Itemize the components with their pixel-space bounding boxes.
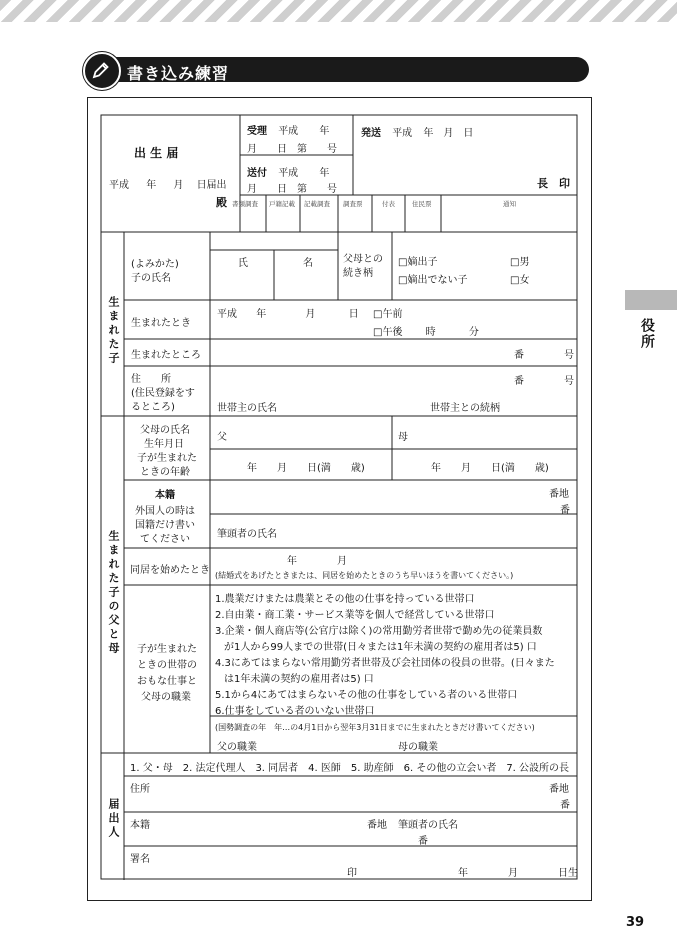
address-label: 住 所 bbox=[131, 374, 171, 385]
birth-month: 月 bbox=[305, 309, 316, 320]
given-name-label: 名 bbox=[303, 258, 313, 269]
dispatch-stamp bbox=[361, 124, 473, 139]
father-job-label: 父の職業 bbox=[217, 742, 257, 753]
parents-age-label-2: ときの年齢 bbox=[140, 467, 190, 478]
birth-minute: 分 bbox=[468, 327, 479, 338]
address-label-note: (住民登録をす bbox=[131, 388, 195, 399]
pm-time bbox=[373, 323, 479, 338]
cohabit-note: (結婚式をあげたときまたは、同居を始めたときのうち早いほうを書いてください。) bbox=[215, 571, 514, 580]
father-dob: 年 月 日(満 歳) bbox=[247, 463, 365, 474]
parents-names-label: 父母の氏名 bbox=[140, 425, 190, 436]
father-label: 父 bbox=[217, 432, 227, 443]
informant-address-banchi: 番地 bbox=[549, 784, 569, 795]
mother-label: 母 bbox=[398, 432, 408, 443]
received-label: 受理 bbox=[247, 126, 267, 137]
office-cell: 付表 bbox=[382, 200, 395, 208]
birth-day: 日 bbox=[348, 309, 359, 320]
informant-address-ban: 番 bbox=[560, 800, 570, 811]
work-option: 3.企業・個人商店等(公官庁は除く)の常用勤労者世帯で勤め先の従業員数 bbox=[215, 626, 543, 637]
domicile-banchi: 番地 bbox=[549, 489, 569, 500]
addressee: 殿 bbox=[216, 196, 227, 209]
sent-label: 送付 bbox=[247, 168, 267, 179]
head-of-register-label: 筆頭者の氏名 bbox=[217, 529, 277, 540]
relation-label: 父母との続き柄 bbox=[343, 254, 383, 279]
address-suffix: 番 号 bbox=[514, 376, 574, 387]
report-month: 月 bbox=[173, 180, 184, 191]
report-date bbox=[109, 176, 227, 191]
dispatch-era: 平成 bbox=[392, 128, 413, 139]
legitimate-checkbox[interactable]: □嫡出子 bbox=[398, 257, 438, 268]
office-cell: 書類調査 bbox=[232, 200, 258, 208]
birth-place-suffix: 番 号 bbox=[514, 350, 574, 361]
side-tab-label: 役所 bbox=[639, 318, 655, 350]
informant-signature-label: 署名 bbox=[130, 854, 150, 865]
dispatch-date: 年 月 日 bbox=[423, 128, 474, 139]
received-year: 年 bbox=[319, 126, 330, 137]
foreigner-note: 外国人の時は bbox=[135, 506, 195, 517]
birth-place-label: 生まれたところ bbox=[131, 350, 201, 361]
informant-head-name-label: 筆頭者の氏名 bbox=[398, 820, 458, 831]
householder-name-label: 世帯主の氏名 bbox=[217, 403, 277, 414]
informant-relations: 1. 父・母 2. 法定代理人 3. 同居者 4. 医師 5. 助産師 6. その他の立会い者 7. 公設所の長 bbox=[130, 763, 570, 774]
cohabit-date: 年 月 bbox=[287, 556, 347, 567]
work-option-continued: が1人から99人までの世帯(日々または1年未満の契約の雇用者は5) 口 bbox=[224, 642, 537, 653]
report-day: 日届出 bbox=[196, 180, 227, 191]
work-label: 子が生まれた bbox=[137, 644, 197, 655]
parents-age-label: 子が生まれた bbox=[137, 453, 197, 464]
cohabit-label: 同居を始めたとき bbox=[130, 565, 210, 576]
informant-section-label: 届出人 bbox=[107, 798, 120, 840]
dispatch-label: 発送 bbox=[361, 128, 381, 139]
birth-year: 年 bbox=[256, 309, 267, 320]
report-year: 年 bbox=[146, 180, 157, 191]
informant-domicile-banchi: 番地 bbox=[367, 820, 387, 831]
parents-dob-label: 生年月日 bbox=[144, 439, 184, 450]
work-option: 6.仕事をしている者のいない世帯口 bbox=[215, 706, 375, 717]
heading-title: 書き込み練習 bbox=[127, 64, 230, 83]
birth-date bbox=[217, 305, 359, 320]
work-label-4: 父母の職業 bbox=[141, 692, 191, 703]
informant-birth-date: 年 月 日生 bbox=[458, 868, 578, 879]
informant-domicile-ban: 番 bbox=[418, 836, 428, 847]
pm-checkbox[interactable]: □午後 bbox=[373, 327, 403, 338]
office-cell: 調査票 bbox=[343, 200, 363, 208]
received-line2: 月 日 第 号 bbox=[247, 144, 337, 155]
work-label-2: ときの世帯の bbox=[137, 660, 197, 671]
surname-label: 氏 bbox=[238, 258, 248, 269]
census-note: (国勢調査の年 年…の4月1日から翌年3月31日までに生まれたときだけ書いてください) bbox=[215, 723, 535, 732]
foreigner-note-2: 国籍だけ書い bbox=[135, 520, 195, 531]
work-option: 5.1から4にあてはまらないその他の仕事をしている者のいる世帯口 bbox=[215, 690, 518, 701]
domicile-ban: 番 bbox=[560, 505, 570, 516]
work-label-3: おもな仕事と bbox=[137, 676, 197, 687]
am-checkbox[interactable]: □午前 bbox=[373, 309, 403, 320]
birth-time-label: 生まれたとき bbox=[131, 318, 191, 329]
birth-era: 平成 bbox=[217, 309, 237, 320]
foreigner-note-3: てください bbox=[140, 534, 190, 545]
work-option-continued: は1年未満の契約の雇用者は5) 口 bbox=[224, 674, 374, 685]
sent-era: 平成 bbox=[278, 168, 299, 179]
informant-seal: 印 bbox=[347, 868, 357, 879]
sent-year: 年 bbox=[319, 168, 330, 179]
female-checkbox[interactable]: □女 bbox=[510, 275, 530, 286]
name-reading-label: (よみかた) bbox=[131, 259, 179, 270]
work-option: 2.自由業・商工業・サービス業等を個人で経営している世帯口 bbox=[215, 610, 495, 621]
domicile-label: 本籍 bbox=[155, 490, 175, 501]
sent-line2: 月 日 第 号 bbox=[247, 184, 337, 195]
received-era: 平成 bbox=[278, 126, 299, 137]
mother-dob: 年 月 日(満 歳) bbox=[431, 463, 549, 474]
office-cell: 住民票 bbox=[412, 200, 432, 208]
householder-relation-label: 世帯主との続柄 bbox=[430, 403, 500, 414]
birth-hour: 時 bbox=[425, 327, 436, 338]
page-number: 39 bbox=[626, 915, 645, 930]
office-cell: 記載調査 bbox=[304, 200, 330, 208]
sent-stamp bbox=[247, 164, 329, 179]
work-option: 4.3にあてはまらない常用勤労者世帯及び会社団体の役員の世帯。(日々また bbox=[215, 658, 555, 669]
report-era: 平成 bbox=[109, 180, 129, 191]
work-option: 1.農業だけまたは農業とその他の仕事を持っている世帯口 bbox=[215, 594, 475, 605]
informant-domicile-label: 本籍 bbox=[130, 820, 150, 831]
parents-section-label: 生まれた子の父と母 bbox=[107, 530, 120, 656]
child-name-label: 子の氏名 bbox=[131, 273, 171, 284]
informant-address-label: 住所 bbox=[130, 784, 150, 795]
birth-report-title: 出 生 届 bbox=[134, 146, 179, 160]
male-checkbox[interactable]: □男 bbox=[510, 257, 530, 268]
chief-seal: 長 印 bbox=[537, 177, 570, 190]
received-stamp bbox=[247, 122, 329, 137]
child-section-label: 生まれた子 bbox=[107, 296, 120, 366]
office-cell: 通知 bbox=[503, 200, 516, 208]
office-cell: 戸籍記載 bbox=[269, 200, 295, 208]
mother-job-label: 母の職業 bbox=[398, 742, 438, 753]
address-label-note-2: るところ) bbox=[131, 402, 175, 413]
non-legitimate-checkbox[interactable]: □嫡出でない子 bbox=[398, 275, 468, 286]
